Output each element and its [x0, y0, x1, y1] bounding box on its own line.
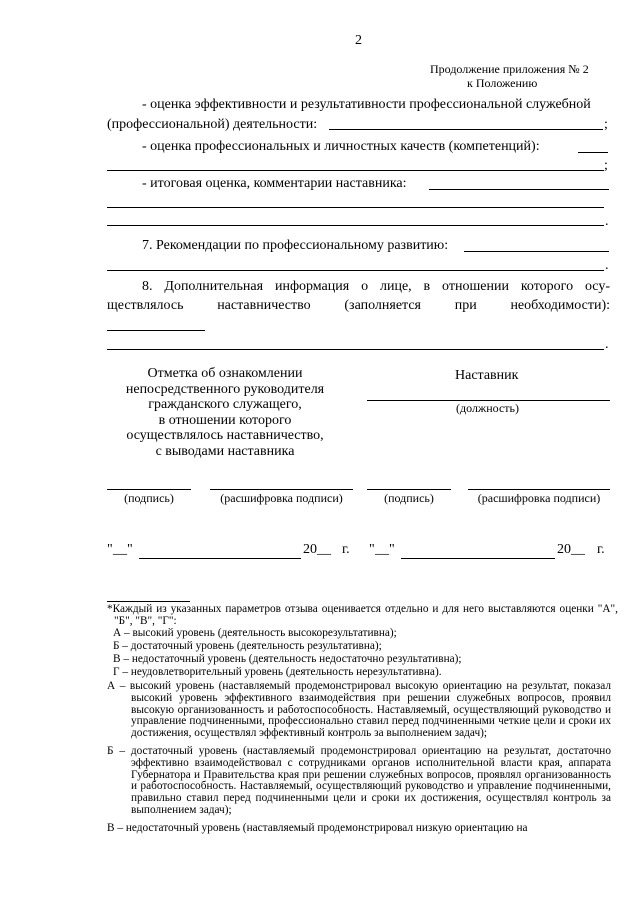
- footnote-level: В – недостаточный уровень (деятельность недостаточно результативна);: [113, 653, 462, 665]
- date-month-field[interactable]: [139, 558, 301, 559]
- acquaintance-line: в отношении которого: [158, 412, 292, 428]
- footnote-intro: *Каждый из указанных параметров отзыва оценивается отдельно и для него выставляются оценки "А", "Б", "В", "Г":: [107, 603, 618, 627]
- date-quote-close: ": [127, 542, 133, 557]
- signature-decoding-caption: (расшифровка подписи): [220, 491, 343, 505]
- acquaintance-line: с выводами наставника: [155, 443, 295, 459]
- efficiency-field[interactable]: [329, 129, 603, 130]
- mentor-position-caption: (должность): [456, 401, 519, 415]
- signature-field-2[interactable]: [367, 489, 451, 490]
- footnote-detail-text: А – высокий уровень (наставляемый продемонстрировал высокую ориентацию на результат, показал высокий уровень эффективного взаимодействия при решении служебных вопросов, проявил высокую организованность и работоспособность. Наставляемый, осуществляющий руководство и управление подчиненными, профессионально ставил перед подчиненными четкие цели и сроки их достижения, осуществлял эффективный контроль за выполнением задач);: [107, 680, 611, 740]
- additional-info-period: .: [605, 337, 609, 352]
- final-assessment-label: - итоговая оценка, комментарии наставника:: [142, 176, 407, 191]
- final-assessment-field-1[interactable]: [429, 189, 609, 190]
- date-quote-open: ": [369, 542, 375, 557]
- date-year-blank[interactable]: __: [571, 542, 585, 557]
- recommendations-field-1[interactable]: [464, 251, 609, 252]
- signature-decoding-field-2[interactable]: [468, 489, 610, 490]
- acquaintance-line: непосредственного руководителя: [125, 381, 325, 397]
- signature-caption: (подпись): [384, 491, 434, 505]
- date-year-suffix: г.: [342, 542, 350, 557]
- recommendations-label: 7. Рекомендации по профессиональному развитию:: [142, 238, 449, 253]
- date-month-field[interactable]: [401, 558, 555, 559]
- acquaintance-line: Отметка об ознакомлении: [147, 366, 303, 381]
- efficiency-line-1: - оценка эффективности и результативности профессиональной служебной: [142, 97, 591, 112]
- footnote-detail-text: Б – достаточный уровень (наставляемый продемонстрировал ориентацию на результат, достаточно эффективно взаимодействовал с сотрудниками органов исполнительной власти края, аппарата Губернатора и Правительства края при решении служебных вопросов, проявлял организованность и работоспособность. Наставляемый, осуществляющий руководство и управление подчиненными, правильно ставил перед подчиненными цели и сроки их достижения, осуществлял контроль за выполнением задач);: [107, 745, 611, 816]
- efficiency-semicolon: ;: [604, 117, 608, 132]
- competence-semicolon: ;: [604, 158, 608, 173]
- footnote-detail-c: [107, 823, 611, 835]
- competence-line-1: - оценка профессиональных и личностных качеств (компетенций):: [142, 139, 540, 154]
- footnote-detail-a: [107, 681, 611, 740]
- acquaintance-line: гражданского служащего,: [148, 397, 302, 412]
- footnote-level: Г – неудовлетворительный уровень (деятельность нерезультативна).: [113, 666, 442, 678]
- efficiency-line-2: (профессиональной) деятельности:: [107, 117, 318, 132]
- footnote-detail-text: В – недостаточный уровень (наставляемый продемонстрировал низкую ориентацию на: [107, 822, 528, 834]
- date-quote-open: ": [107, 542, 113, 557]
- signature-field-1[interactable]: [107, 489, 191, 490]
- signature-caption: (подпись): [124, 491, 174, 505]
- recommendations-period: .: [605, 258, 609, 273]
- footnote-detail-b: [107, 746, 611, 817]
- date-year: 20: [557, 542, 571, 557]
- signature-decoding-field-1[interactable]: [210, 489, 353, 490]
- additional-info-field-2[interactable]: [107, 349, 604, 350]
- date-day-blank[interactable]: __: [113, 542, 127, 557]
- acquaintance-line: осуществлялось наставничество,: [126, 428, 324, 443]
- acquaintance-block: [108, 366, 342, 459]
- competence-field-2[interactable]: [107, 170, 604, 171]
- final-assessment-field-2[interactable]: [107, 207, 604, 208]
- footnote-level: А – высокий уровень (деятельность высокорезультативна);: [113, 627, 397, 639]
- mentor-title: Наставник: [455, 368, 519, 383]
- recommendations-field-2[interactable]: [107, 270, 604, 271]
- footnote-separator: [107, 601, 190, 602]
- header-line-1: Продолжение приложения № 2: [430, 62, 589, 76]
- date-year-suffix: г.: [597, 542, 605, 557]
- signature-decoding-caption: (расшифровка подписи): [477, 491, 601, 505]
- final-assessment-field-3[interactable]: [107, 225, 604, 226]
- date-year: 20: [303, 542, 317, 557]
- date-day-blank[interactable]: __: [375, 542, 389, 557]
- competence-field-1[interactable]: [578, 152, 608, 153]
- page-number: 2: [355, 33, 362, 48]
- footnote-level: Б – достаточный уровень (деятельность результативна);: [113, 640, 382, 652]
- header-line-2: к Положению: [467, 76, 538, 90]
- additional-info-line-1: 8. Дополнительная информация о лице, в отношении которого осу-: [142, 279, 610, 294]
- additional-info-field-1[interactable]: [107, 330, 205, 331]
- additional-info-line-2: ществлялось наставничество (заполняется при необходимости):: [107, 298, 610, 313]
- date-quote-close: ": [389, 542, 395, 557]
- final-assessment-period: .: [605, 214, 609, 229]
- date-year-blank[interactable]: __: [317, 542, 331, 557]
